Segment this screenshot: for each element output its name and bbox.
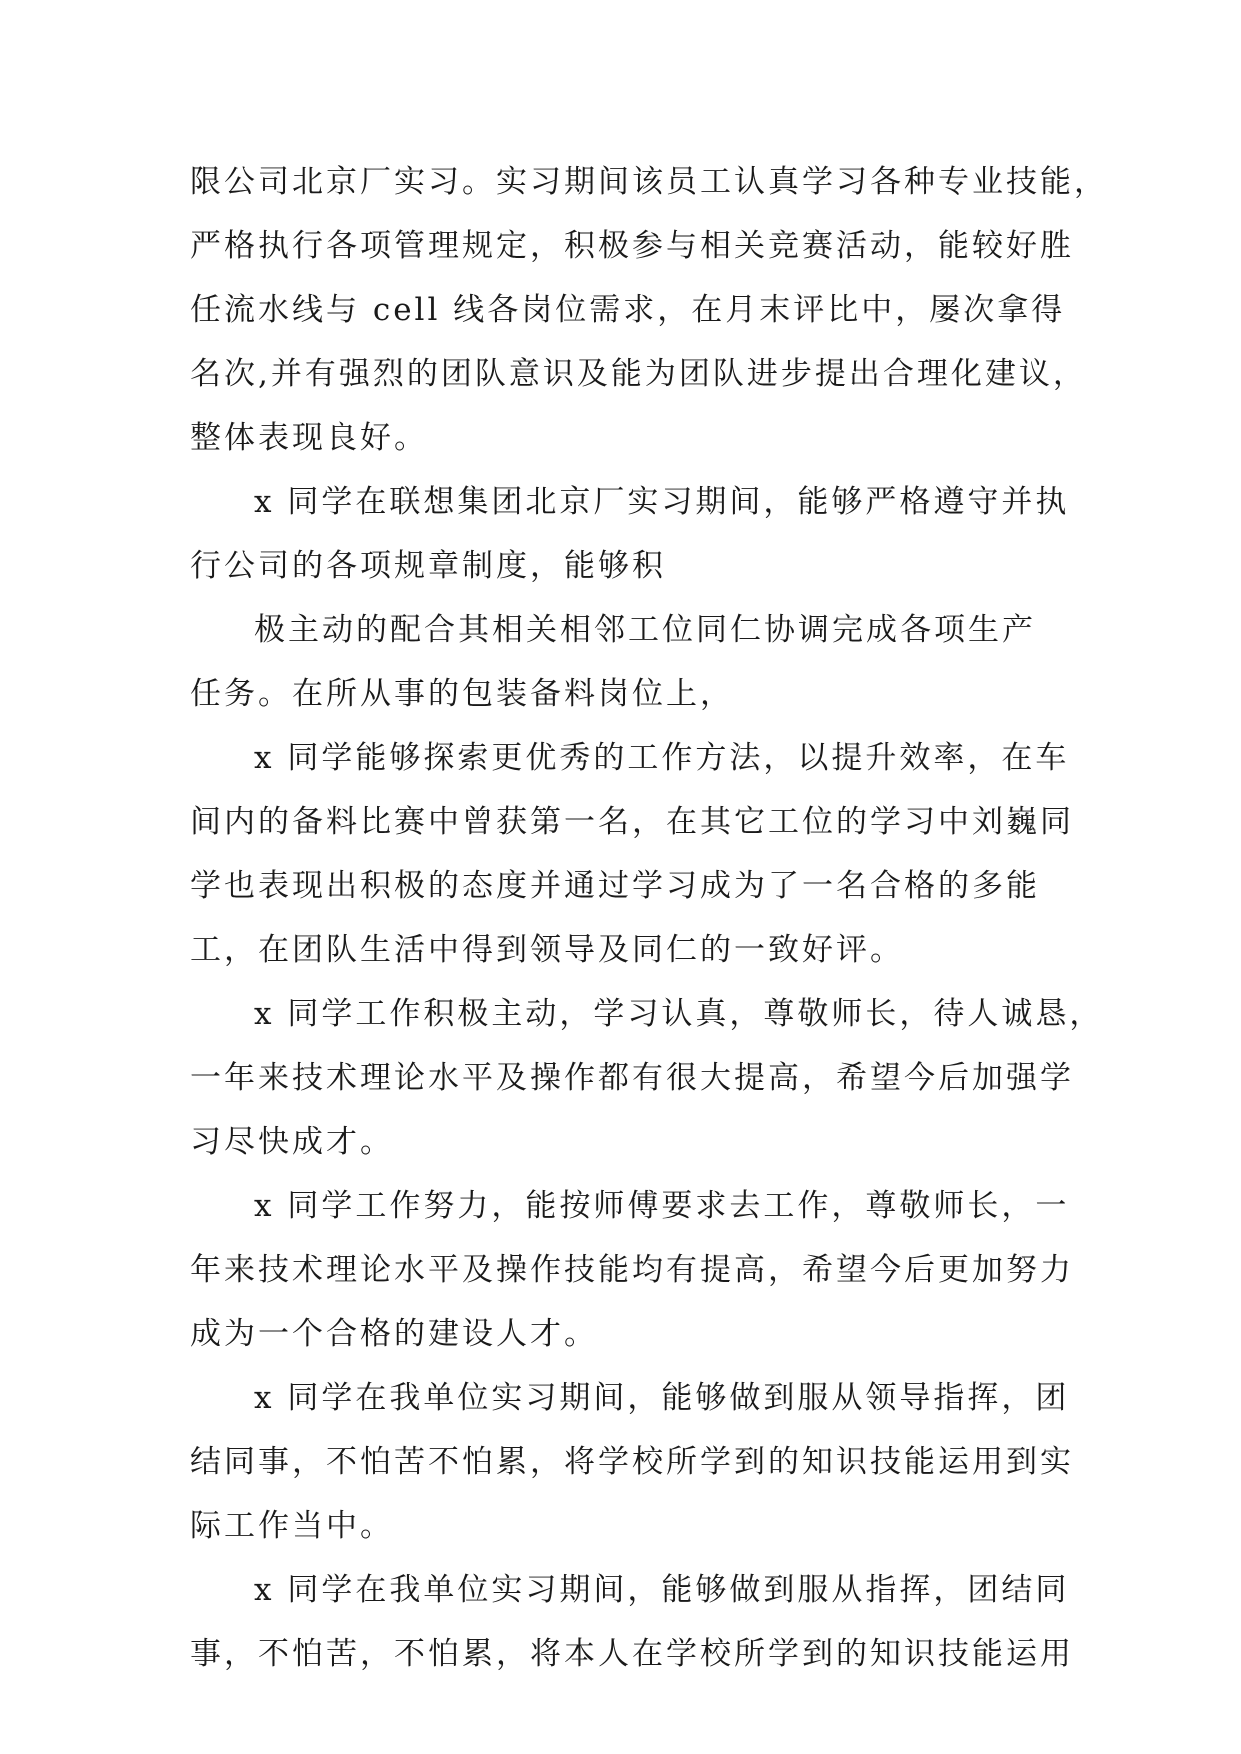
text-line: 任流水线与 cell 线各岗位需求，在月末评比中，屡次拿得 <box>190 292 1066 328</box>
text-line: 事，不怕苦，不怕累，将本人在学校所学到的知识技能运用 <box>190 1636 1074 1672</box>
text-line: 结同事，不怕苦不怕累，将学校所学到的知识技能运用到实 <box>190 1444 1074 1480</box>
text-line: x 同学在联想集团北京厂实习期间，能够严格遵守并执 <box>254 484 1070 520</box>
text-line: 极主动的配合其相关相邻工位同仁协调完成各项生产 <box>254 612 1036 648</box>
text-line: 整体表现良好。 <box>190 420 428 456</box>
text-line: 名次,并有强烈的团队意识及能为团队进步提出合理化建议， <box>190 356 1087 392</box>
text-line: 年来技术理论水平及操作技能均有提高，希望今后更加努力 <box>190 1252 1074 1288</box>
text-line: x 同学工作努力，能按师傅要求去工作，尊敬师长，一 <box>254 1188 1070 1224</box>
text-line: 一年来技术理论水平及操作都有很大提高，希望今后加强学 <box>190 1060 1074 1096</box>
text-line: 成为一个合格的建设人才。 <box>190 1316 598 1352</box>
text-line: 间内的备料比赛中曾获第一名，在其它工位的学习中刘巍同 <box>190 804 1074 840</box>
text-line: 任务。在所从事的包装备料岗位上， <box>190 676 734 712</box>
document-body <box>190 150 1108 1686</box>
text-line: 习尽快成才。 <box>190 1124 394 1160</box>
text-line: x 同学工作积极主动，学习认真，尊敬师长，待人诚恳， <box>254 996 1104 1032</box>
text-line: 际工作当中。 <box>190 1508 394 1544</box>
text-line: x 同学在我单位实习期间，能够做到服从指挥，团结同 <box>254 1572 1070 1608</box>
text-line: 行公司的各项规章制度，能够积 <box>190 548 666 584</box>
text-line: 学也表现出积极的态度并通过学习成为了一名合格的多能 <box>190 868 1040 904</box>
text-line: x 同学能够探索更优秀的工作方法，以提升效率，在车 <box>254 740 1070 776</box>
text-line: 严格执行各项管理规定，积极参与相关竞赛活动，能较好胜 <box>190 228 1074 264</box>
text-line: x 同学在我单位实习期间，能够做到服从领导指挥，团 <box>254 1380 1070 1416</box>
text-line: 限公司北京厂实习。实习期间该员工认真学习各种专业技能， <box>190 164 1108 200</box>
text-line: 工，在团队生活中得到领导及同仁的一致好评。 <box>190 932 904 968</box>
